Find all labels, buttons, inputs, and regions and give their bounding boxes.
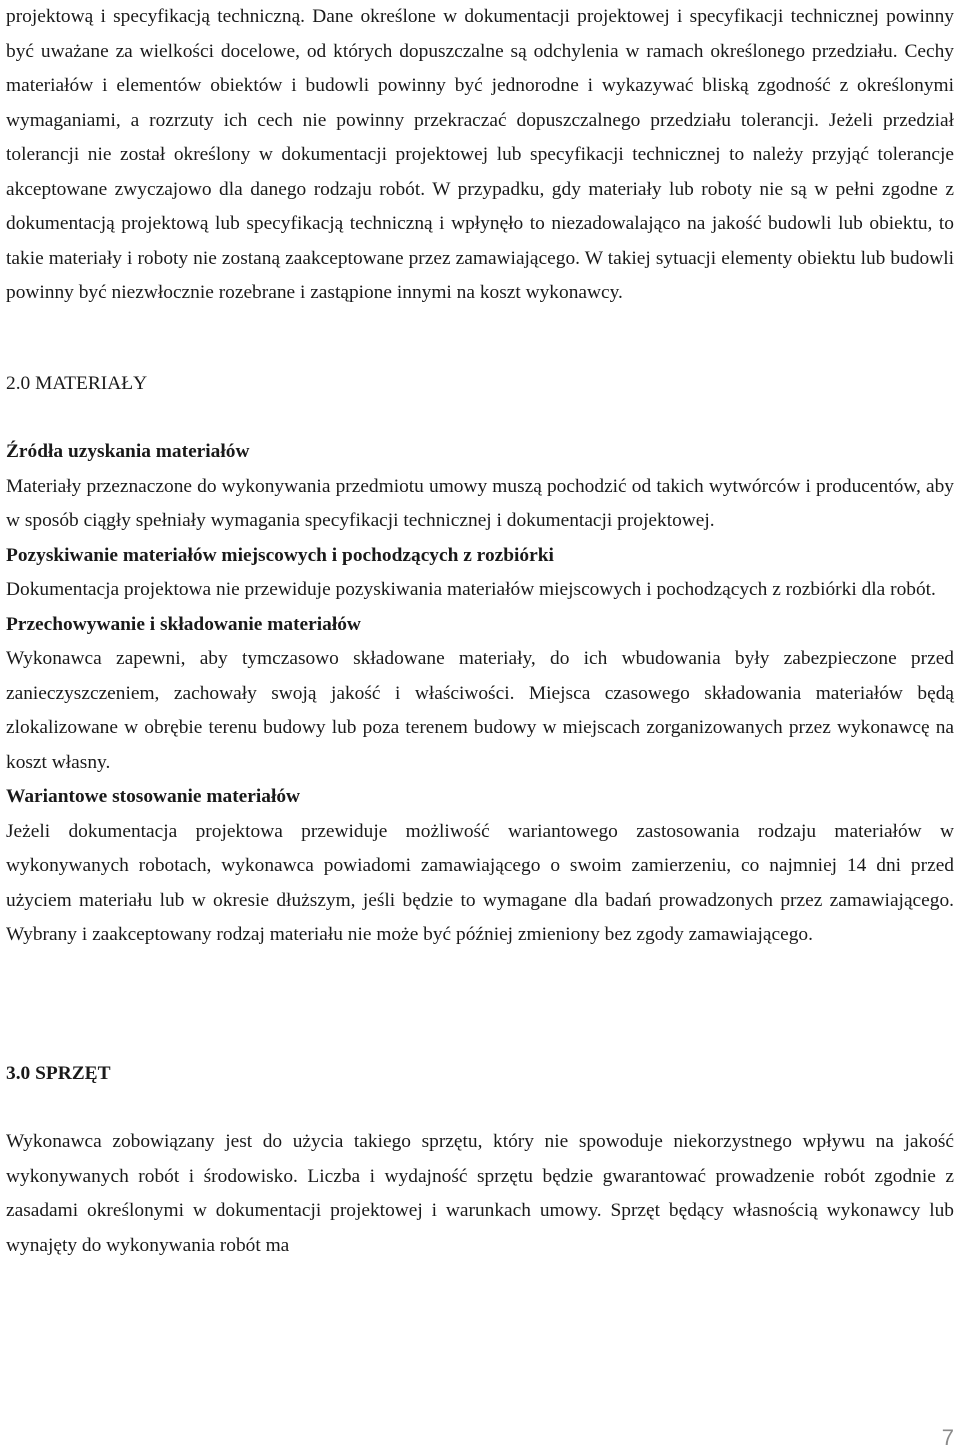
variant-materials-heading: Wariantowe stosowanie materiałów (6, 786, 301, 807)
section3-paragraph: Wykonawca zobowiązany jest do użycia takiego sprzętu, który nie spowoduje niekorzystnego wpływu na jakość wykonywanych robót i środowisko. Liczba i wydajność sprzętu będzie gwarantować prowadzenie robót zgodnie z zasadami określonymi w dokumentacji projektowej i warunkach umowy. Sprzęt będący własnością wykonawcy lub wynajęty do wykonywania robót ma (6, 1131, 954, 1256)
spacer (6, 1091, 954, 1125)
spacer (6, 311, 954, 367)
variant-materials-text: Jeżeli dokumentacja projektowa przewiduje możliwość wariantowego zastosowania rodzaju materiałów w wykonywanych robotach, wykonawca powiadomi zamawiającego o swoim zamierzeniu, co najmniej 14 dni przed użyciem materiału lub w okresie dłuższym, jeśli będzie to wymagane dla badań prowadzonych przez zamawiającego. Wybrany i zaakceptowany rodzaj materiału nie może być później zmieniony bez zgody zamawiającego. (6, 820, 954, 945)
section3-title: 3.0 SPRZĘT (6, 1062, 111, 1084)
spacer (6, 401, 954, 435)
section1-paragraph: projektową i specyfikacją techniczną. Dane określone w dokumentacji projektowej i specyfikacji technicznej powinny być uważane za wielkości docelowe, od których dopuszczalne są odchylenia w ramach określonego przedziału. Cechy materiałów i elementów obiektów i budowli powinny być jednorodne i wykazywać bliską zgodność z określonymi wymaganiami, a rozrzuty ich cech nie powinny przekraczać dopuszczalnego przedziału tolerancji. Jeżeli przedział tolerancji nie został określony w dokumentacji projektowej lub specyfikacji technicznej to należy przyjąć tolerancje akceptowane zwyczajowo dla danego rodzaju robót. W przypadku, gdy materiały lub roboty nie są w pełni zgodne z dokumentacją projektową lub specyfikacją techniczną i wpłynęło to niezadowalająco na jakość budowli lub obiektu, to takie materiały i roboty nie zostaną zaakceptowane przez zamawiającego. W takiej sytuacji elementy obiektu lub budowli powinny być niezwłocznie rozebrane i zastąpione innymi na koszt wykonawcy. (6, 6, 954, 303)
document-page (6, 0, 954, 1263)
local-materials-text: Dokumentacja projektowa nie przewiduje pozyskiwania materiałów miejscowych i pochodzących z rozbiórki dla robót. (6, 579, 936, 600)
materials-source-text: Materiały przeznaczone do wykonywania przedmiotu umowy muszą pochodzić od takich wytwórców i producentów, aby w sposób ciągły spełniały wymagania specyfikacji technicznej i dokumentacji projektowej. (6, 475, 954, 531)
page-number: 7 (941, 1425, 954, 1450)
section2-title: 2.0 MATERIAŁY (6, 372, 148, 394)
storage-text: Wykonawca zapewni, aby tymczasowo składowane materiały, do ich wbudowania były zabezpieczone przed zanieczyszczeniem, zachowały swoją jakość i właściwości. Miejsca czasowego składowania materiałów będą zlokalizowane w obrębie terenu budowy lub poza terenem budowy w miejscach zorganizowanych przez wykonawcę na koszt własny. (6, 648, 954, 773)
storage-heading: Przechowywanie i składowanie materiałów (6, 613, 361, 635)
spacer (6, 953, 954, 1057)
materials-source-heading: Źródła uzyskania materiałów (6, 441, 250, 462)
local-materials-heading: Pozyskiwanie materiałów miejscowych i pochodzących z rozbiórki (6, 544, 554, 566)
